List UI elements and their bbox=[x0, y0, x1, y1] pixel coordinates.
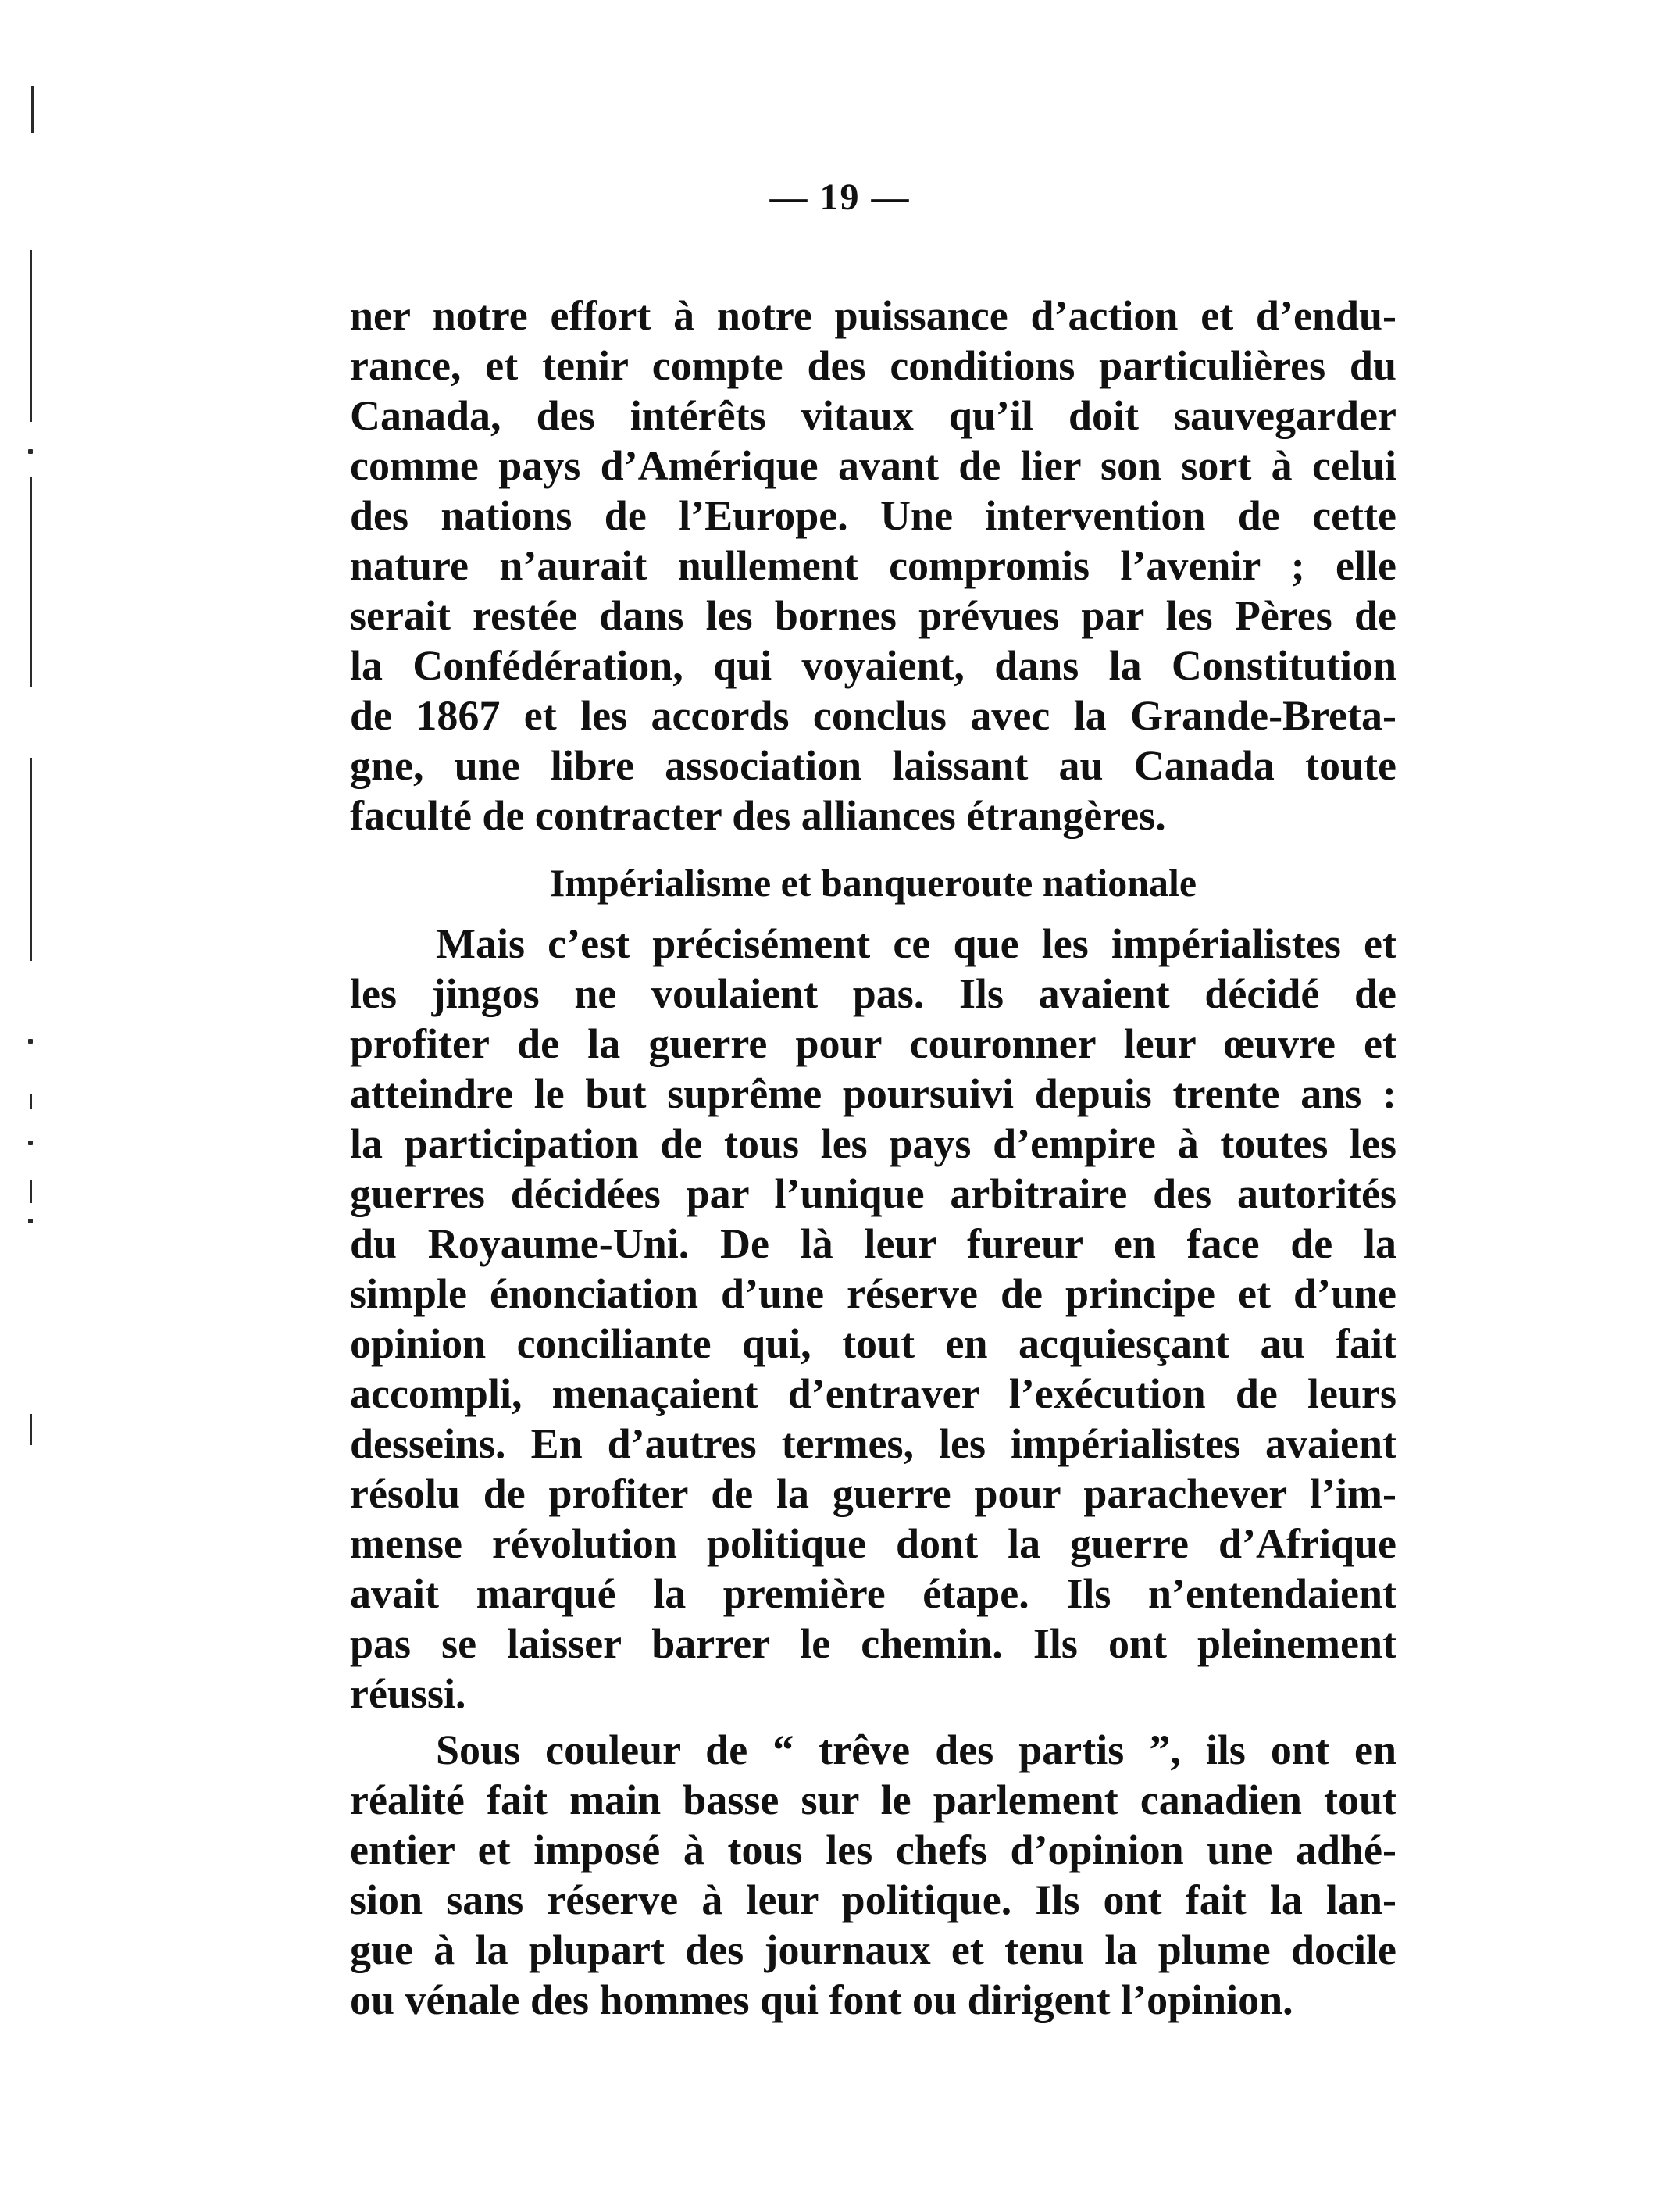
body-text bbox=[350, 291, 1396, 2025]
text-line: faculté de contracter des alliances étrangères. bbox=[350, 792, 1166, 839]
paragraph-3 bbox=[350, 1725, 1396, 2025]
text-line: desseins. En d’autres termes, les impérialistes avaient bbox=[350, 1420, 1396, 1467]
text-line: Mais c’est précisément ce que les impérialistes et bbox=[436, 920, 1396, 967]
text-line: pas se laisser barrer le chemin. Ils ont pleinement bbox=[350, 1620, 1396, 1667]
text-line: nature n’aurait nullement compromis l’avenir ; elle bbox=[350, 542, 1396, 589]
text-line: ou vénale des hommes qui font ou dirigent l’opinion. bbox=[350, 1976, 1293, 2023]
paragraph-2 bbox=[350, 919, 1396, 1719]
page-number: — 19 — bbox=[769, 177, 911, 218]
text-line: les jingos ne voulaient pas. Ils avaient décidé de bbox=[350, 970, 1396, 1017]
text-line: avait marqué la première étape. Ils n’entendaient bbox=[350, 1570, 1396, 1617]
text-line: opinion conciliante qui, tout en acquiesçant au fait bbox=[350, 1320, 1396, 1367]
text-line: ner notre effort à notre puissance d’action et d’endu- bbox=[350, 292, 1396, 339]
text-line: accompli, menaçaient d’entraver l’exécution de leurs bbox=[350, 1370, 1396, 1417]
edge-mark bbox=[30, 477, 32, 687]
text-line: la participation de tous les pays d’empire à toutes les bbox=[350, 1120, 1396, 1167]
text-line: Sous couleur de “ trêve des partis ”, ils ont en bbox=[436, 1726, 1396, 1773]
binding-edge-marks bbox=[27, 86, 42, 1414]
text-line: gne, une libre association laissant au Canada toute bbox=[350, 742, 1396, 789]
edge-mark bbox=[30, 1180, 32, 1203]
text-line: de 1867 et les accords conclus avec la Grande-Breta- bbox=[350, 692, 1396, 739]
text-line: des nations de l’Europe. Une intervention de cette bbox=[350, 492, 1396, 539]
text-line: serait restée dans les bornes prévues par les Pères de bbox=[350, 592, 1396, 639]
edge-mark bbox=[28, 1141, 33, 1145]
edge-mark bbox=[28, 1219, 33, 1223]
edge-mark bbox=[28, 1039, 33, 1044]
edge-mark bbox=[30, 1414, 32, 1445]
section-heading: Impérialisme et banqueroute nationale bbox=[549, 861, 1197, 905]
edge-mark bbox=[30, 250, 32, 422]
text-line: entier et imposé à tous les chefs d’opinion une adhé- bbox=[350, 1826, 1396, 1873]
edge-mark bbox=[31, 86, 34, 133]
text-line: rance, et tenir compte des conditions particulières du bbox=[350, 342, 1396, 389]
text-line: réussi. bbox=[350, 1670, 466, 1717]
text-line: mense révolution politique dont la guerre d’Afrique bbox=[350, 1520, 1396, 1567]
text-line: du Royaume-Uni. De là leur fureur en face de la bbox=[350, 1220, 1396, 1267]
text-line: profiter de la guerre pour couronner leur œuvre et bbox=[350, 1020, 1396, 1067]
text-line: comme pays d’Amérique avant de lier son sort à celui bbox=[350, 442, 1396, 489]
text-line: atteindre le but suprême poursuivi depuis trente ans : bbox=[350, 1070, 1396, 1117]
text-line: résolu de profiter de la guerre pour parachever l’im- bbox=[350, 1470, 1396, 1517]
paragraph-1 bbox=[350, 291, 1396, 841]
edge-mark bbox=[30, 1094, 32, 1109]
text-line: gue à la plupart des journaux et tenu la plume docile bbox=[350, 1926, 1396, 1973]
edge-mark bbox=[30, 758, 32, 961]
text-line: guerres décidées par l’unique arbitraire des autorités bbox=[350, 1170, 1396, 1217]
edge-mark bbox=[28, 449, 33, 454]
text-line: Canada, des intérêts vitaux qu’il doit sauvegarder bbox=[350, 392, 1396, 439]
text-line: la Confédération, qui voyaient, dans la Constitution bbox=[350, 642, 1396, 689]
text-line: sion sans réserve à leur politique. Ils ont fait la lan- bbox=[350, 1876, 1396, 1923]
text-line: réalité fait main basse sur le parlement canadien tout bbox=[350, 1776, 1396, 1823]
text-line: simple énonciation d’une réserve de principe et d’une bbox=[350, 1270, 1396, 1317]
